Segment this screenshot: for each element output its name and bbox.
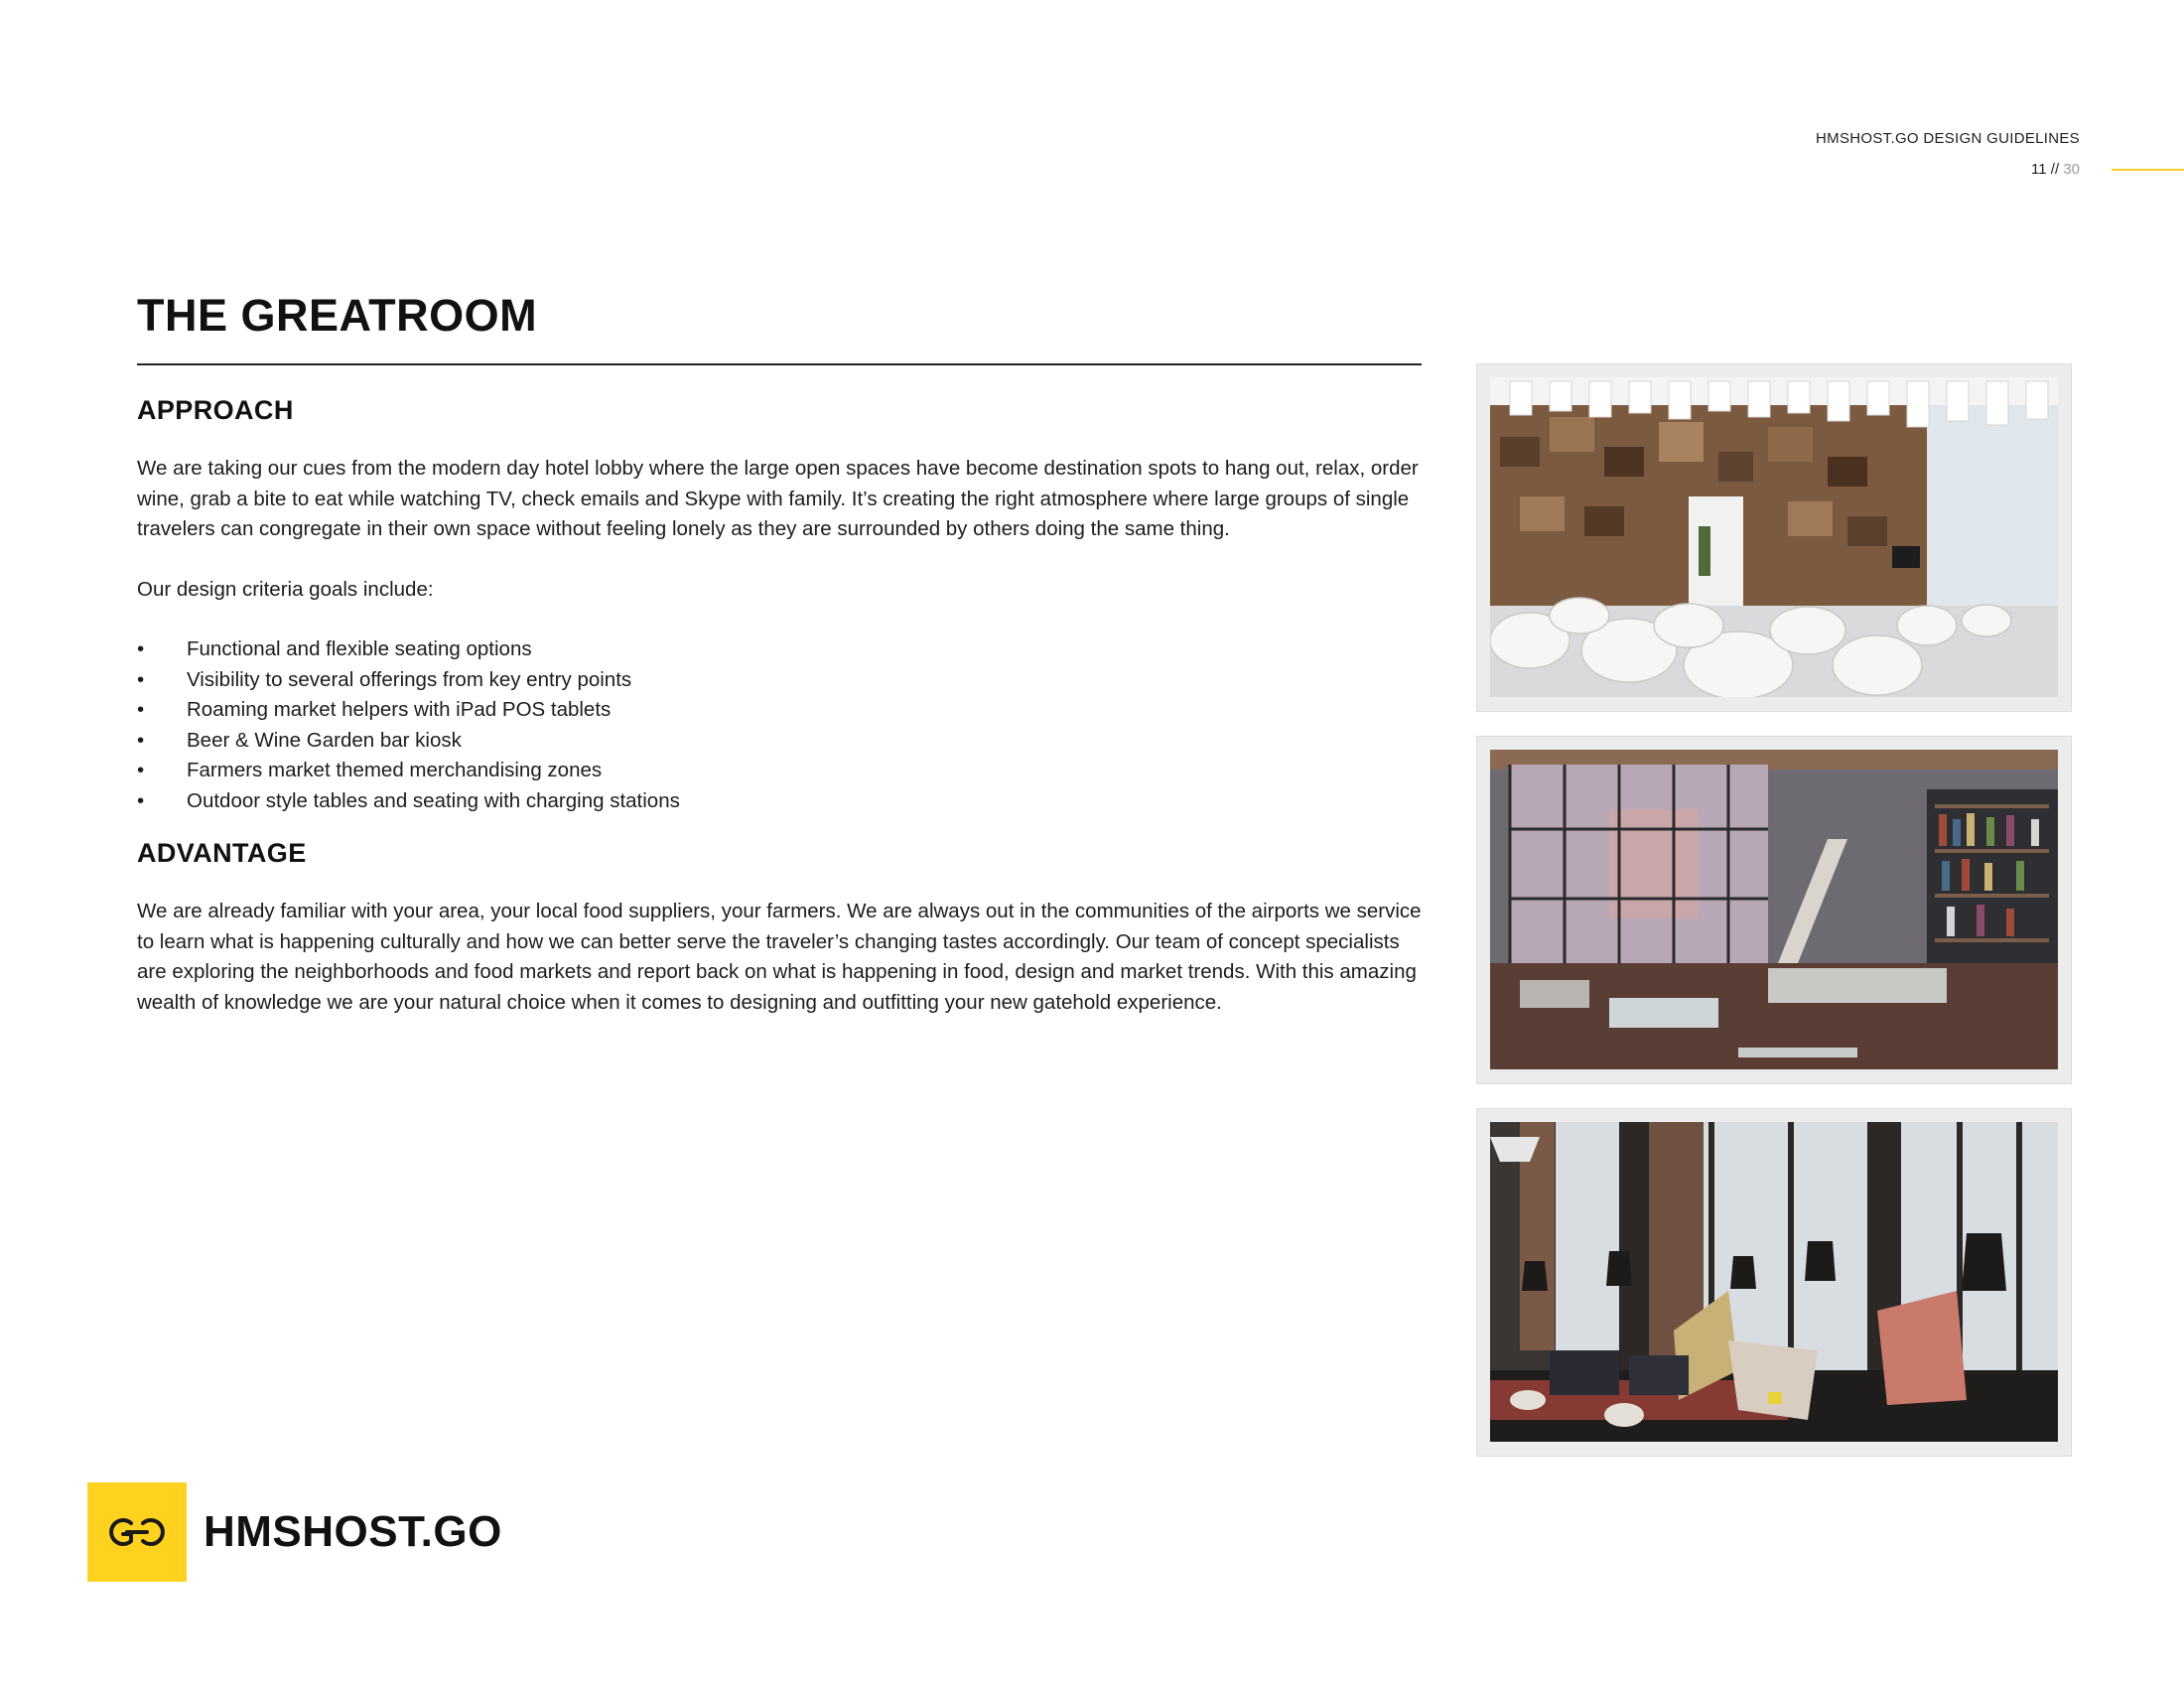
bullet-icon: • (137, 759, 145, 781)
list-item (137, 726, 1428, 757)
page-number (2031, 161, 2080, 178)
photo-frame-3 (1476, 1108, 2072, 1457)
list-item-text: Visibility to several offerings from key entry points (187, 667, 632, 691)
main-content (137, 395, 1428, 1018)
page-total: 30 (2063, 161, 2080, 178)
go-link-icon (101, 1514, 173, 1550)
list-item (137, 786, 1428, 817)
list-item-text: Roaming market helpers with iPad POS tablets (187, 698, 612, 721)
bullet-icon: • (137, 637, 145, 660)
brand-logo (87, 1482, 187, 1582)
bullet-icon: • (137, 788, 145, 812)
bullet-icon: • (137, 667, 145, 691)
photo-frame-2 (1476, 736, 2072, 1084)
list-item-text: Outdoor style tables and seating with charging stations (187, 788, 680, 812)
list-item (137, 695, 1428, 726)
page-title: THE GREATROOM (137, 290, 538, 341)
criteria-intro: Our design criteria goals include: (137, 577, 434, 601)
approach-paragraph: We are taking our cues from the modern day hotel lobby where the large open spaces have become destination spots to hang out, relax, order wine, grab a bite to eat while watching TV, check emails and Skype with family. It’s creating the right atmosphere where large groups of single travelers can congregate in their own space without feeling lonely as they are surrounded by others doing the same thing. (137, 457, 1419, 540)
list-item-text: Functional and flexible seating options (187, 637, 532, 660)
criteria-list (137, 634, 1428, 816)
bullet-icon: • (137, 728, 145, 752)
list-item (137, 634, 1428, 665)
title-divider (137, 363, 1422, 365)
bullet-icon: • (137, 698, 145, 721)
loft-lounge-photo (1490, 750, 2058, 1069)
page-current: 11 (2031, 161, 2047, 178)
list-item-text: Farmers market themed merchandising zones (187, 759, 603, 781)
advantage-paragraph: We are already familiar with your area, your local food suppliers, your farmers. We are always out in the communities of the airports we service to learn what is happening culturally and how we can better serve the traveler’s changing tastes accordingly. Our team of concept specialists are exploring the neighborhoods and food markets and report back on what is happening in food, design and market trends. With this amazing wealth of knowledge we are your natural choice when it comes to designing and outfitting your new gatehold experience. (137, 900, 1422, 1014)
header-accent-line (2112, 169, 2184, 171)
list-item (137, 665, 1428, 696)
window-lounge-photo (1490, 1122, 2058, 1442)
lounge-wood-wall-photo (1490, 377, 2058, 697)
photo-frame-1 (1476, 363, 2072, 712)
list-item-text: Beer & Wine Garden bar kiosk (187, 728, 462, 752)
list-item (137, 756, 1428, 786)
brand-logo-text: HMSHOST.GO (204, 1507, 502, 1556)
document-title: HMSHOST.GO DESIGN GUIDELINES (1816, 130, 2080, 147)
approach-heading: APPROACH (137, 395, 294, 425)
page-separator: // (2050, 161, 2060, 178)
advantage-heading: ADVANTAGE (137, 838, 307, 868)
